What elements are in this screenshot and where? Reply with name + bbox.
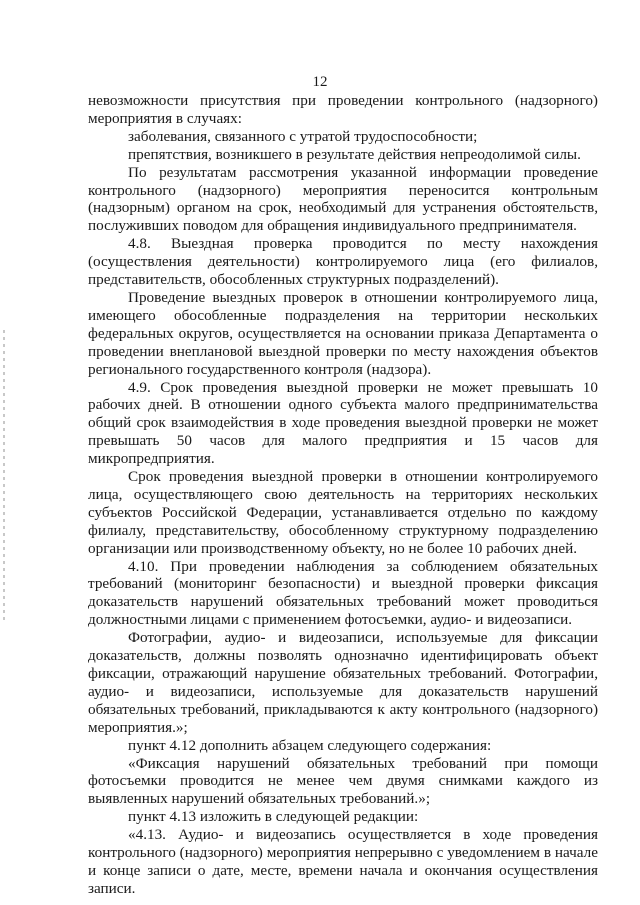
- document-body: [88, 92, 598, 898]
- paragraph: Фотографии, аудио- и видеозаписи, используемые для фиксации доказательств, должны позволять однозначно идентифицировать объект фиксации, отражающий нарушение обязательных требований. Фотографии, аудио- и видеозаписи, используемые для доказательств нарушений обязательных требований, прикладываются к акту контрольного (надзорного) мероприятия.»;: [88, 629, 598, 736]
- paragraph: пункт 4.13 изложить в следующей редакции:: [128, 808, 419, 826]
- page-number: 12: [312, 74, 328, 90]
- paragraph: Проведение выездных проверок в отношении контролируемого лица, имеющего обособленные подразделения на территории нескольких федеральных округов, осуществляется на основании приказа Департамента о проведении внеплановой выездной проверки по месту нахождения объектов регионального государственного контроля (надзора).: [88, 288, 598, 378]
- paragraph: 4.8. Выездная проверка проводится по месту нахождения (осуществления деятельности) контролируемого лица (его филиалов, представительств, обособленных структурных подразделений).: [88, 235, 598, 289]
- paragraph: Срок проведения выездной проверки в отношении контролируемого лица, осуществляющего свою деятельность на территориях нескольких субъектов Российской Федерации, устанавливается отдельно по каждому филиалу, представительству, обособленному структурному подразделению организации или производственному объекту, но не более 10 рабочих дней.: [88, 468, 598, 557]
- paragraph: пункт 4.12 дополнить абзацем следующего содержания:: [128, 736, 492, 754]
- paragraph: заболевания, связанного с утратой трудоспособности;: [128, 127, 478, 145]
- paragraph: «Фиксация нарушений обязательных требований при помощи фотосъемки проводится не менее чем двумя снимками каждого из выявленных нарушений обязательных требований.»;: [88, 754, 598, 808]
- paragraph: 4.9. Срок проведения выездной проверки не может превышать 10 рабочих дней. В отношении одного субъекта малого предпринимательства общий срок взаимодействия в ходе проведения выездной проверки не может превышать 50 часов для малого предприятия и 15 часов для микропредприятия.: [88, 378, 598, 468]
- paragraph: препятствия, возникшего в результате действия непреодолимой силы.: [128, 145, 581, 163]
- paragraph: По результатам рассмотрения указанной информации проведение контрольного (надзорного) мероприятия переносится контрольным (надзорным) органом на срок, необходимый для устранения обстоятельств, послуживших поводом для обращения индивидуального предпринимателя.: [88, 163, 598, 235]
- margin-scan-mark: [3, 330, 5, 620]
- paragraph: «4.13. Аудио- и видеозапись осуществляется в ходе проведения контрольного (надзорного) мероприятия непрерывно с уведомлением в начале и конце записи о дате, месте, времени начала и окончания осуществления записи.: [88, 826, 598, 897]
- paragraph: 4.10. При проведении наблюдения за соблюдением обязательных требований (мониторинг безопасности) и выездной проверки фиксация доказательств нарушений обязательных требований может проводиться должностными лицами с применением фотосъемки, аудио- и видеозаписи.: [88, 557, 598, 629]
- paragraph: невозможности присутствия при проведении контрольного (надзорного) мероприятия в случаях:: [88, 92, 598, 127]
